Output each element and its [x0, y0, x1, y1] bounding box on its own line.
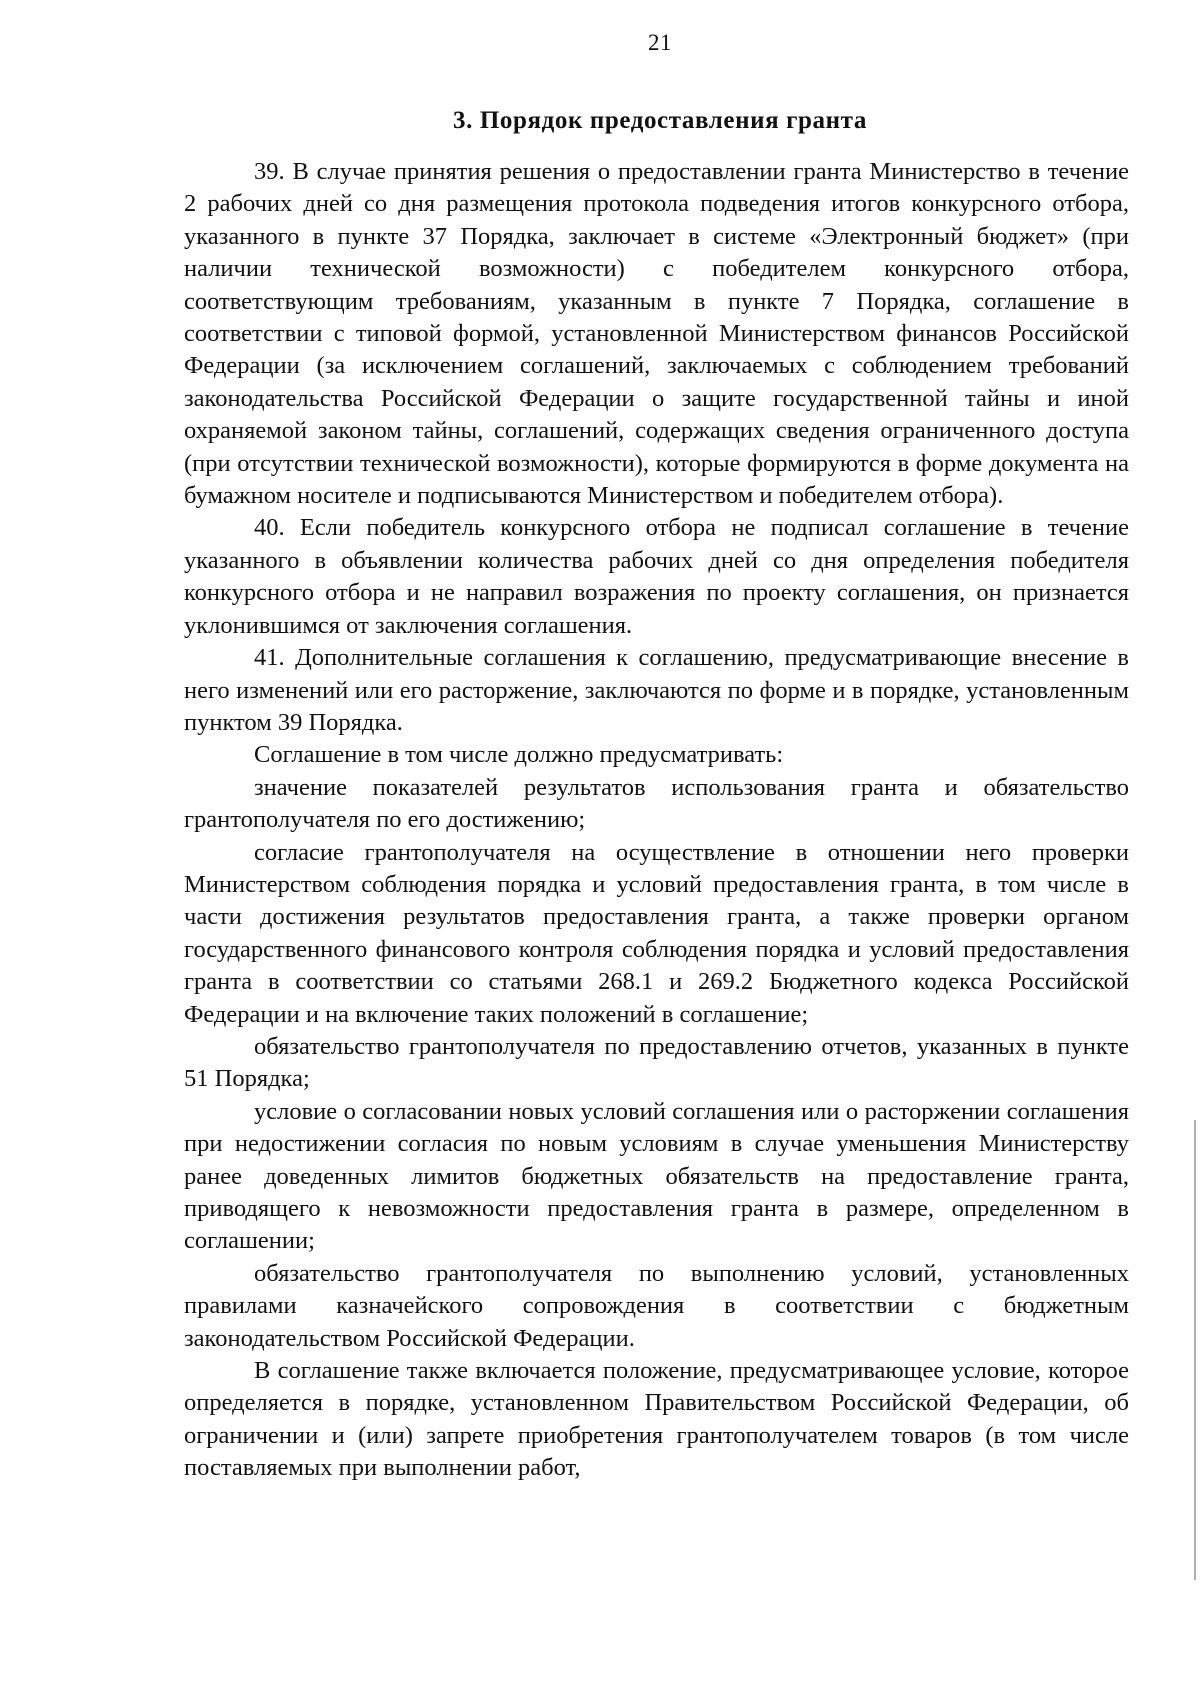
- page-number: 21: [648, 30, 672, 55]
- paragraph-agreement-intro: Соглашение в том числе должно предусматривать:: [254, 741, 784, 769]
- paragraph-reports-obligation: обязательство грантополучателя по предоставлению отчетов, указанных в пункте 51 Порядка;: [184, 1032, 1129, 1093]
- paragraph-treasury-support: обязательство грантополучателя по выполнению условий, установленных правилами казначейского сопровождения в соответствии с бюджетным законодательством Российской Федерации.: [184, 1259, 1129, 1352]
- section-title: 3. Порядок предоставления гранта: [453, 107, 867, 134]
- paragraph-inspection-consent: согласие грантополучателя на осуществление в отношении него проверки Министерством соблюдения порядка и условий предоставления гранта, в том числе в части достижения результатов предоставления гранта, а также проверки органом государственного финансового контроля соблюдения порядка и условий предоставления гранта в соответствии со статьями 268.1 и 269.2 Бюджетного кодекса Российской Федерации и на включение таких положений в соглашение;: [184, 838, 1129, 1028]
- paragraph-41: 41. Дополнительные соглашения к соглашению, предусматривающие внесение в него изменений или его расторжение, заключаются по форме и в порядке, установленным пунктом 39 Порядка.: [184, 644, 1129, 736]
- paragraph-purchase-restriction: В соглашение также включается положение, предусматривающее условие, которое определяется в порядке, установленном Правительством Российской Федерации, об ограничении и (или) запрете приобретения грантополучателем товаров (в том числе поставляемых при выполнении работ,: [184, 1357, 1129, 1482]
- paragraph-40: 40. Если победитель конкурсного отбора не подписал соглашение в течение указанного в объявлении количества рабочих дней со дня определения победителя конкурсного отбора и не направил возражения по проекту соглашения, он признается уклонившимся от заключения соглашения.: [184, 514, 1129, 639]
- document-body: [184, 156, 1129, 1485]
- paragraph-39: 39. В случае принятия решения о предоставлении гранта Министерство в течение 2 рабочих дней со дня размещения протокола подведения итогов конкурсного отбора, указанного в пункте 37 Порядка, заключает в системе «Электронный бюджет» (при наличии технической возможности) с победителем конкурсного отбора, соответствующим требованиям, указанным в пункте 7 Порядка, соглашение в соответствии с типовой формой, установленной Министерством финансов Российской Федерации (за исключением соглашений, заключаемых с соблюдением требований законодательства Российской Федерации о защите государственной тайны и иной охраняемой законом тайны, соглашений, содержащих сведения ограниченного доступа (при отсутствии технической возможности), которые формируются в форме документа на бумажном носителе и подписываются Министерством и победителем отбора).: [184, 158, 1129, 510]
- paragraph-new-conditions: условие о согласовании новых условий соглашения или о расторжении соглашения при недостижении согласия по новым условиям в случае уменьшения Министерству ранее доведенных лимитов бюджетных обязательств на предоставление гранта, приводящего к невозможности предоставления гранта в размере, определенном в соглашении;: [184, 1097, 1129, 1255]
- scan-edge-line: [1194, 1120, 1196, 1580]
- paragraph-indicators: значение показателей результатов использования гранта и обязательство грантополучателя по его достижению;: [184, 773, 1129, 834]
